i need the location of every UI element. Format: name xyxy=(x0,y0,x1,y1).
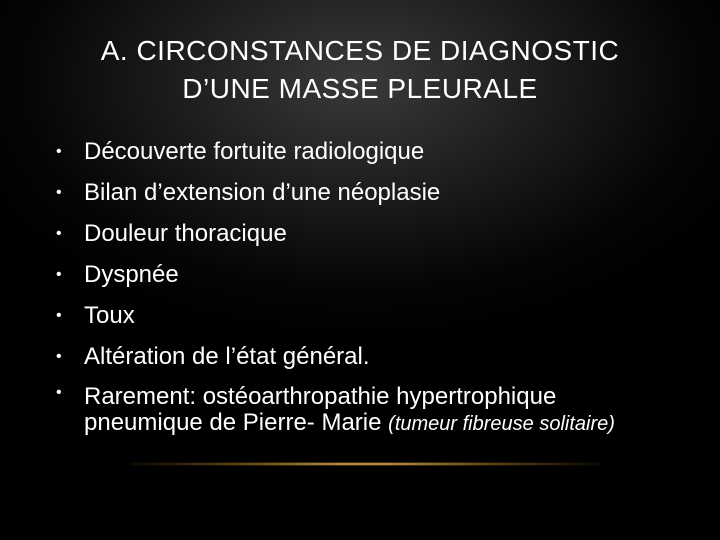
accent-glow-line xyxy=(130,462,600,466)
bullet-item xyxy=(56,257,676,293)
bullet-list xyxy=(56,134,676,442)
bullet-item xyxy=(56,216,676,252)
bullet-icon: • xyxy=(56,348,62,365)
bullet-text: Rarement: ostéoarthropathie hypertrophique pneumique de Pierre- Marie xyxy=(84,383,557,436)
bullet-text: Dyspnée xyxy=(84,261,179,288)
slide-title xyxy=(40,32,680,108)
bullet-item xyxy=(56,298,676,334)
bullet-item-last xyxy=(56,380,676,437)
bullet-text: Bilan d’extension d’une néoplasie xyxy=(84,179,441,206)
bullet-text: Toux xyxy=(84,302,135,329)
bullet-text: Découverte fortuite radiologique xyxy=(84,138,425,165)
bullet-icon: • xyxy=(56,225,62,242)
bullet-item xyxy=(56,175,676,211)
bullet-text: Douleur thoracique xyxy=(84,220,287,247)
bullet-icon: • xyxy=(56,184,62,201)
slide-title-line-2: D’UNE MASSE PLEURALE xyxy=(182,73,538,104)
bullet-item xyxy=(56,134,676,170)
bullet-item xyxy=(56,339,676,375)
bullet-note: (tumeur fibreuse solitaire) xyxy=(388,413,615,435)
bullet-text: Altération de l’état général. xyxy=(84,343,370,370)
bullet-icon: • xyxy=(56,266,62,283)
bullet-icon: • xyxy=(56,384,62,401)
bullet-icon: • xyxy=(56,143,62,160)
slide-title-line-1: A. CIRCONSTANCES DE DIAGNOSTIC xyxy=(100,35,620,66)
bullet-icon: • xyxy=(56,307,62,324)
